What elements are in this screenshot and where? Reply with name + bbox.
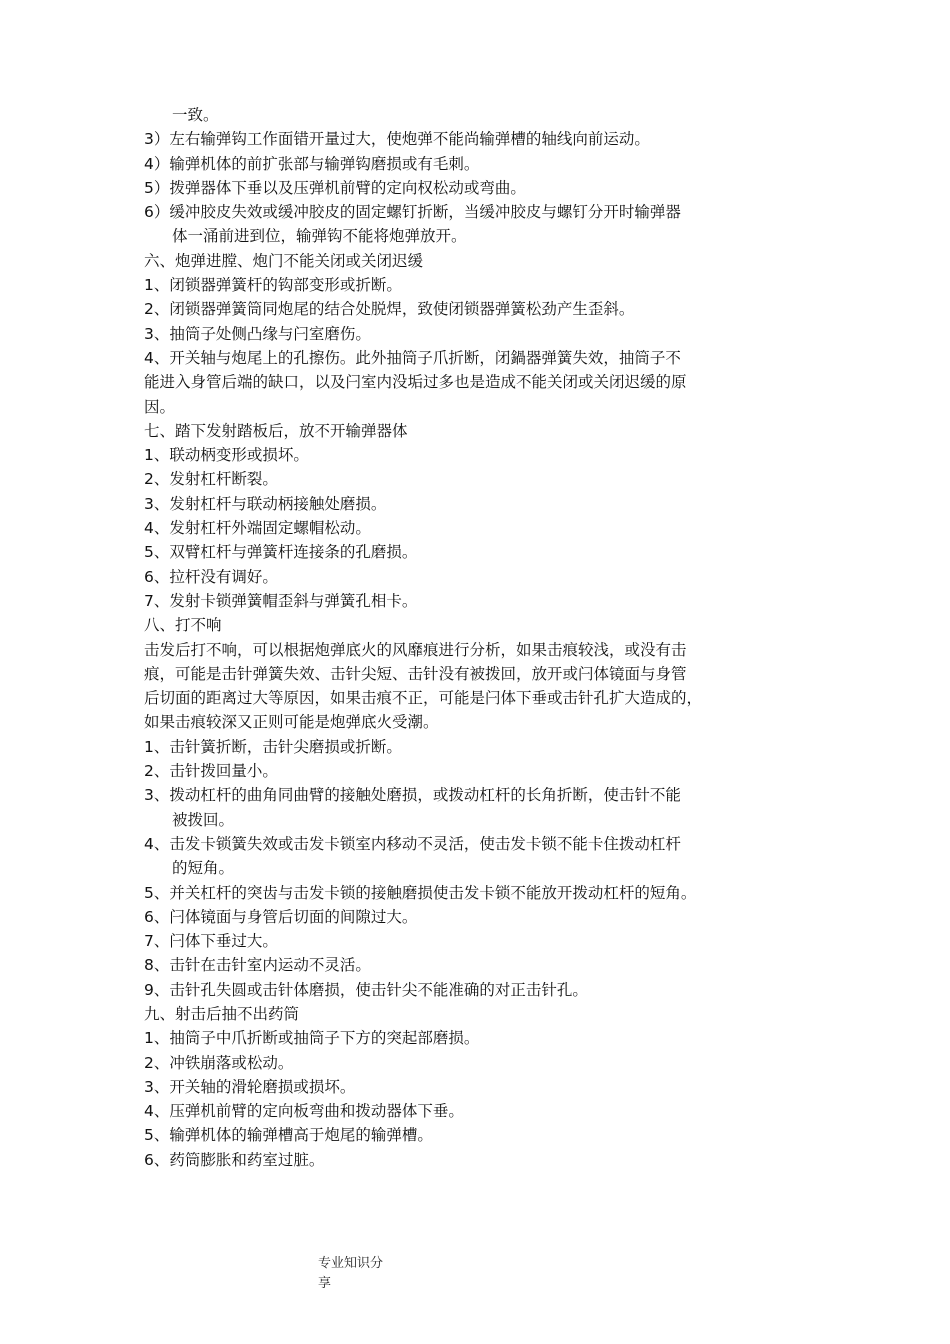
text-line: 2、击针拨回量小。: [144, 762, 278, 781]
text-line: 2、闭锁器弹簧筒同炮尾的结合处脱焊，致使闭锁器弹簧松劲产生歪斜。: [144, 300, 635, 319]
text-line: 被拨回。: [172, 810, 235, 829]
text-line: 3）左右输弹钩工作面错开量过大，使炮弹不能尚输弹槽的轴线向前运动。: [144, 130, 650, 149]
text-line: 6）缓冲胶皮失效或缓冲胶皮的固定螺钉折断，当缓冲胶皮与螺钉分开时输弹器: [144, 203, 681, 222]
text-line: 6、拉杆没有调好。: [144, 567, 278, 586]
text-line: 3、发射杠杆与联动柄接触处磨损。: [144, 494, 387, 513]
text-line: 痕，可能是击针弹簧失效、击针尖短、击针没有被拨回，放开或闩体镜面与身管: [144, 664, 687, 683]
text-line: 7、发射卡锁弹簧帽歪斜与弹簧孔相卡。: [144, 591, 418, 610]
footer-line-2: 享: [318, 1276, 332, 1291]
text-line: 因。: [144, 397, 176, 416]
text-line: 体一涌前进到位，输弹钩不能将炮弹放开。: [172, 227, 467, 246]
text-line: 八、打不响: [144, 616, 222, 635]
text-line: 5）拨弹器体下垂以及压弹机前臂的定向权松动或弯曲。: [144, 178, 526, 197]
text-line: 3、拨动杠杆的曲角同曲臂的接触处磨损，或拨动杠杆的长角折断，使击针不能: [144, 786, 681, 805]
text-line: 后切面的距离过大等原因，如果击痕不正，可能是闩体下垂或击针孔扩大造成的，: [144, 689, 703, 708]
text-line: 的短角。: [172, 859, 235, 878]
text-line: 3、开关轴的滑轮磨损或损坏。: [144, 1077, 356, 1096]
text-line: 4、发射杠杆外端固定螺帽松动。: [144, 519, 371, 538]
text-line: 2、冲铁崩落或松动。: [144, 1053, 294, 1072]
text-line: 1、击针簧折断，击针尖磨损或折断。: [144, 737, 402, 756]
text-line: 4、开关轴与炮尾上的孔擦伤。此外抽筒子爪折断，闭鍋器弹簧失效，抽筒子不: [144, 348, 681, 367]
text-line: 一致。: [172, 106, 219, 124]
text-line: 5、双臂杠杆与弹簧杆连接条的孔磨损。: [144, 543, 418, 562]
text-line: 2、发射杠杆断裂。: [144, 470, 278, 489]
text-line: 1、联动柄变形或损坏。: [144, 446, 309, 465]
text-line: 7、闩体下垂过大。: [144, 932, 278, 951]
footer-line-1: 专业知识分: [318, 1256, 384, 1271]
text-line: 七、踏下发射踏板后，放不开输弹器体: [144, 421, 408, 440]
page-footer: [318, 1254, 388, 1294]
text-line: 1、闭锁器弹簧杆的钩部变形或折断。: [144, 276, 402, 295]
text-line: 4）输弹机体的前扩张部与输弹钩磨损或有毛刺。: [144, 154, 480, 173]
text-line: 3、抽筒子处侧凸缘与闩室磨伤。: [144, 324, 371, 343]
text-line: 6、药筒膨胀和药室过脏。: [144, 1150, 325, 1169]
text-line: 能进入身管后端的缺口，以及闩室内没垢过多也是造成不能关闭或关闭迟缓的原: [144, 373, 687, 392]
document-body: [144, 103, 824, 1172]
text-line: 5、输弹机体的输弹槽高于炮尾的输弹槽。: [144, 1126, 433, 1145]
text-line: 六、炮弹进膛、炮门不能关闭或关闭迟缓: [144, 251, 424, 270]
text-line: 击发后打不响，可以根据炮弹底火的风靡痕进行分析，如果击痕较浅，或没有击: [144, 640, 687, 659]
text-line: 4、压弹机前臂的定向板弯曲和拨动器体下垂。: [144, 1102, 464, 1121]
text-line: 6、闩体镜面与身管后切面的间隙过大。: [144, 907, 418, 926]
text-line: 5、并关杠杆的突齿与击发卡锁的接触磨损使击发卡锁不能放开拨动杠杆的短角。: [144, 883, 697, 902]
text-line: 4、击发卡锁簧失效或击发卡锁室内移动不灵活，使击发卡锁不能卡住拨动杠杆: [144, 834, 681, 853]
text-line: 9、击针孔失圆或击针体磨损，使击针尖不能准确的对正击针孔。: [144, 980, 588, 999]
text-line: 如果击痕较深又正则可能是炮弹底火受潮。: [144, 713, 439, 732]
text-line: 8、击针在击针室内运动不灵活。: [144, 956, 371, 975]
text-line: 九、射击后抽不出药筒: [144, 1004, 300, 1023]
text-line: 1、抽筒子中爪折断或抽筒子下方的突起部磨损。: [144, 1029, 480, 1048]
